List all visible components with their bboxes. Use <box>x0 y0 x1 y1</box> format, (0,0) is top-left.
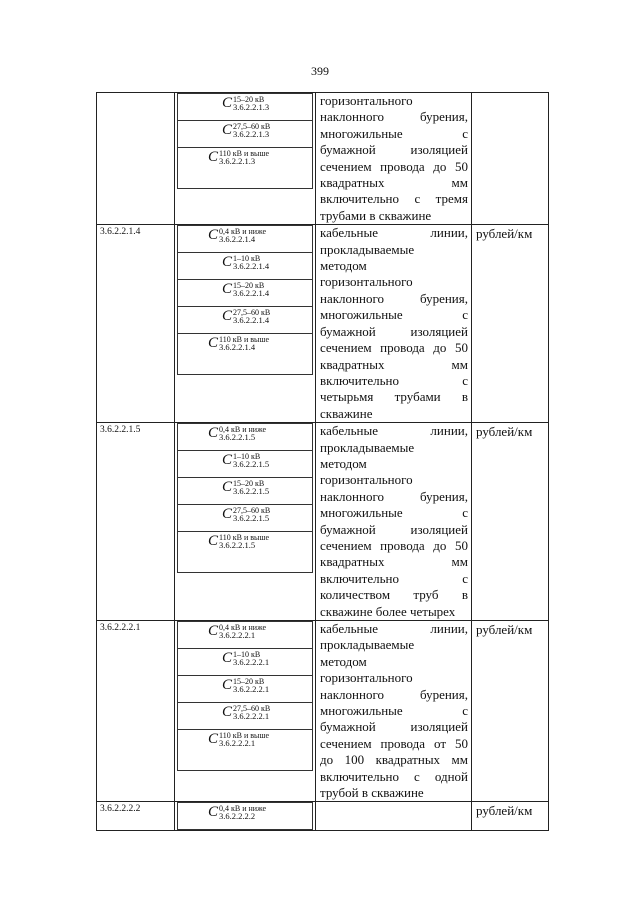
coefficient-item <box>177 280 313 307</box>
coefficient-index: 3.6.2.2.1.5 <box>233 459 270 470</box>
coefficient-voltage: 27,5–60 кВ <box>233 506 271 516</box>
coefficient-item <box>177 621 313 649</box>
coefficient-voltage: 110 кВ и выше <box>219 149 270 158</box>
coefficient-cell <box>175 621 316 802</box>
coefficient-index: 3.6.2.2.2.1 <box>219 738 256 748</box>
unit-cell <box>472 93 549 225</box>
description-line: наклонного бурения, <box>320 109 468 125</box>
coefficient-symbol: C <box>222 677 233 693</box>
description-line: включительно с тремя <box>320 191 468 207</box>
coefficient-item <box>177 253 313 280</box>
coefficient-item <box>177 121 313 148</box>
coefficient-item <box>177 478 313 505</box>
description-line: квадратных мм <box>320 356 468 372</box>
table-row <box>97 802 549 831</box>
coefficient-symbol: C <box>208 335 219 352</box>
coefficient-index: 3.6.2.2.2.1 <box>233 684 270 694</box>
page-number: 399 <box>311 64 329 78</box>
unit-cell: рублей/км <box>472 621 549 802</box>
description-line: включительно с <box>320 570 468 586</box>
coefficient-item <box>177 307 313 334</box>
coefficient-symbol: C <box>208 533 219 550</box>
table-row <box>97 93 549 225</box>
coefficient-index: 3.6.2.2.1.5 <box>233 513 270 524</box>
coefficient-symbol: C <box>208 149 219 165</box>
coefficient-symbol: C <box>222 704 233 720</box>
coefficient-voltage: 27,5–60 кВ <box>233 308 271 318</box>
description-line: кабельные линии, <box>320 225 468 241</box>
table-row <box>97 423 549 621</box>
coefficient-item <box>177 334 313 375</box>
description-cell <box>316 621 472 802</box>
coefficient-cell <box>175 93 316 225</box>
description-line: многожильные с <box>320 307 468 323</box>
coefficient-item <box>177 532 313 573</box>
description-line: сечением провода до 50 <box>320 340 468 356</box>
table-row <box>97 621 549 802</box>
coefficient-voltage: 0,4 кВ и ниже <box>219 425 267 435</box>
description-cell <box>316 423 472 621</box>
table-row <box>97 225 549 423</box>
description-line: бумажной изоляцией <box>320 719 468 735</box>
coefficient-symbol: C <box>208 731 219 747</box>
unit-cell: рублей/км <box>472 423 549 621</box>
coefficient-voltage: 0,4 кВ и ниже <box>219 804 267 814</box>
description-line: многожильные с <box>320 505 468 521</box>
description-line: бумажной изоляцией <box>320 142 468 158</box>
description-line: скважине более четырех <box>320 603 456 619</box>
coefficient-item <box>177 423 313 451</box>
coefficient-symbol: C <box>222 650 233 666</box>
description-line: трубами в скважине <box>320 207 432 223</box>
coefficient-item <box>177 730 313 771</box>
coefficient-cell <box>175 802 316 831</box>
coefficient-index: 3.6.2.2.1.5 <box>219 432 256 443</box>
description-line: включительно с <box>320 372 468 388</box>
coefficient-symbol: C <box>222 506 233 523</box>
coefficient-item <box>177 649 313 676</box>
description-line: горизонтального <box>320 472 413 488</box>
description-line: кабельные линии, <box>320 423 468 439</box>
coefficient-symbol: C <box>222 254 233 271</box>
description-line: до 100 квадратных мм <box>320 752 468 768</box>
row-code: 3.6.2.2.1.4 <box>97 225 175 423</box>
coefficient-index: 3.6.2.2.2.1 <box>233 657 270 667</box>
coefficient-item <box>177 148 313 189</box>
coefficient-voltage: 1–10 кВ <box>233 254 261 264</box>
coefficient-index: 3.6.2.2.1.5 <box>233 486 270 497</box>
coefficient-item <box>177 451 313 478</box>
description-line: методом <box>320 258 367 274</box>
row-code: 3.6.2.2.2.1 <box>97 621 175 802</box>
description-line: скважине <box>320 405 373 421</box>
description-line: четырьмя трубами в <box>320 389 468 405</box>
coefficient-symbol: C <box>208 623 219 639</box>
description-line: прокладываемые <box>320 241 415 257</box>
coefficient-index: 3.6.2.2.1.4 <box>233 288 270 299</box>
coefficient-voltage: 110 кВ и выше <box>219 533 270 543</box>
description-line: количеством труб в <box>320 587 468 603</box>
coefficient-symbol: C <box>222 452 233 469</box>
description-line: трубой в скважине <box>320 785 424 801</box>
row-code <box>97 93 175 225</box>
coefficient-index: 3.6.2.2.2.1 <box>233 711 270 721</box>
description-line: квадратных мм <box>320 175 468 191</box>
description-line: методом <box>320 455 367 471</box>
description-line: кабельные линии, <box>320 621 468 636</box>
coefficient-symbol: C <box>208 804 219 821</box>
unit-cell: рублей/км <box>472 802 549 831</box>
coefficient-voltage: 0,4 кВ и ниже <box>219 227 267 237</box>
description-cell <box>316 93 472 225</box>
description-line: прокладываемые <box>320 439 415 455</box>
description-line: сечением провода до 50 <box>320 158 468 174</box>
row-code: 3.6.2.2.2.2 <box>97 802 175 831</box>
coefficient-voltage: 15–20 кВ <box>233 677 265 686</box>
coefficient-symbol: C <box>222 281 233 298</box>
coefficient-index: 3.6.2.2.2.1 <box>219 630 256 640</box>
description-line: прокладываемые <box>320 637 415 653</box>
description-cell <box>316 802 472 831</box>
coefficient-voltage: 0,4 кВ и ниже <box>219 623 267 632</box>
description-line: бумажной изоляцией <box>320 323 468 339</box>
coefficient-index: 3.6.2.2.1.5 <box>219 540 256 551</box>
description-line: горизонтального <box>320 93 413 108</box>
coefficient-voltage: 110 кВ и выше <box>219 731 270 740</box>
description-line: включительно с одной <box>320 768 468 784</box>
coefficient-index: 3.6.2.2.1.3 <box>233 102 270 112</box>
coefficient-item <box>177 225 313 253</box>
coefficient-index: 3.6.2.2.1.3 <box>233 129 270 139</box>
coefficient-index: 3.6.2.2.1.4 <box>219 234 256 245</box>
coefficient-item <box>177 802 313 830</box>
coefficient-cell <box>175 423 316 621</box>
coefficient-item <box>177 676 313 703</box>
coefficient-item <box>177 505 313 532</box>
coefficient-index: 3.6.2.2.1.3 <box>219 156 256 166</box>
tariff-table <box>96 92 549 831</box>
coefficient-index: 3.6.2.2.1.4 <box>219 342 256 353</box>
description-line: бумажной изоляцией <box>320 521 468 537</box>
coefficient-symbol: C <box>208 425 219 442</box>
coefficient-symbol: C <box>222 308 233 325</box>
coefficient-voltage: 15–20 кВ <box>233 95 265 104</box>
description-line: горизонтального <box>320 274 413 290</box>
description-line: наклонного бурения, <box>320 488 468 504</box>
description-line: квадратных мм <box>320 554 468 570</box>
coefficient-index: 3.6.2.2.2.2 <box>219 811 256 822</box>
description-line: сечением провода от 50 <box>320 735 468 751</box>
row-code: 3.6.2.2.1.5 <box>97 423 175 621</box>
coefficient-voltage: 15–20 кВ <box>233 479 265 489</box>
description-line: многожильные с <box>320 125 468 141</box>
coefficient-voltage: 15–20 кВ <box>233 281 265 291</box>
coefficient-index: 3.6.2.2.1.4 <box>233 315 270 326</box>
coefficient-voltage: 1–10 кВ <box>233 452 261 462</box>
description-line: методом <box>320 653 367 669</box>
description-line: наклонного бурения, <box>320 290 468 306</box>
coefficient-symbol: C <box>222 95 233 111</box>
coefficient-item <box>177 703 313 730</box>
coefficient-symbol: C <box>208 227 219 244</box>
coefficient-voltage: 27,5–60 кВ <box>233 704 271 713</box>
description-line: сечением провода до 50 <box>320 537 468 553</box>
coefficient-voltage: 27,5–60 кВ <box>233 122 271 131</box>
coefficient-symbol: C <box>222 479 233 496</box>
coefficient-index: 3.6.2.2.1.4 <box>233 261 270 272</box>
description-line: наклонного бурения, <box>320 686 468 702</box>
coefficient-voltage: 110 кВ и выше <box>219 335 270 345</box>
unit-cell: рублей/км <box>472 225 549 423</box>
coefficient-cell <box>175 225 316 423</box>
coefficient-voltage: 1–10 кВ <box>233 650 261 659</box>
description-cell <box>316 225 472 423</box>
coefficient-item <box>177 93 313 121</box>
description-line: многожильные с <box>320 703 468 719</box>
coefficient-symbol: C <box>222 122 233 138</box>
description-line: горизонтального <box>320 670 413 686</box>
